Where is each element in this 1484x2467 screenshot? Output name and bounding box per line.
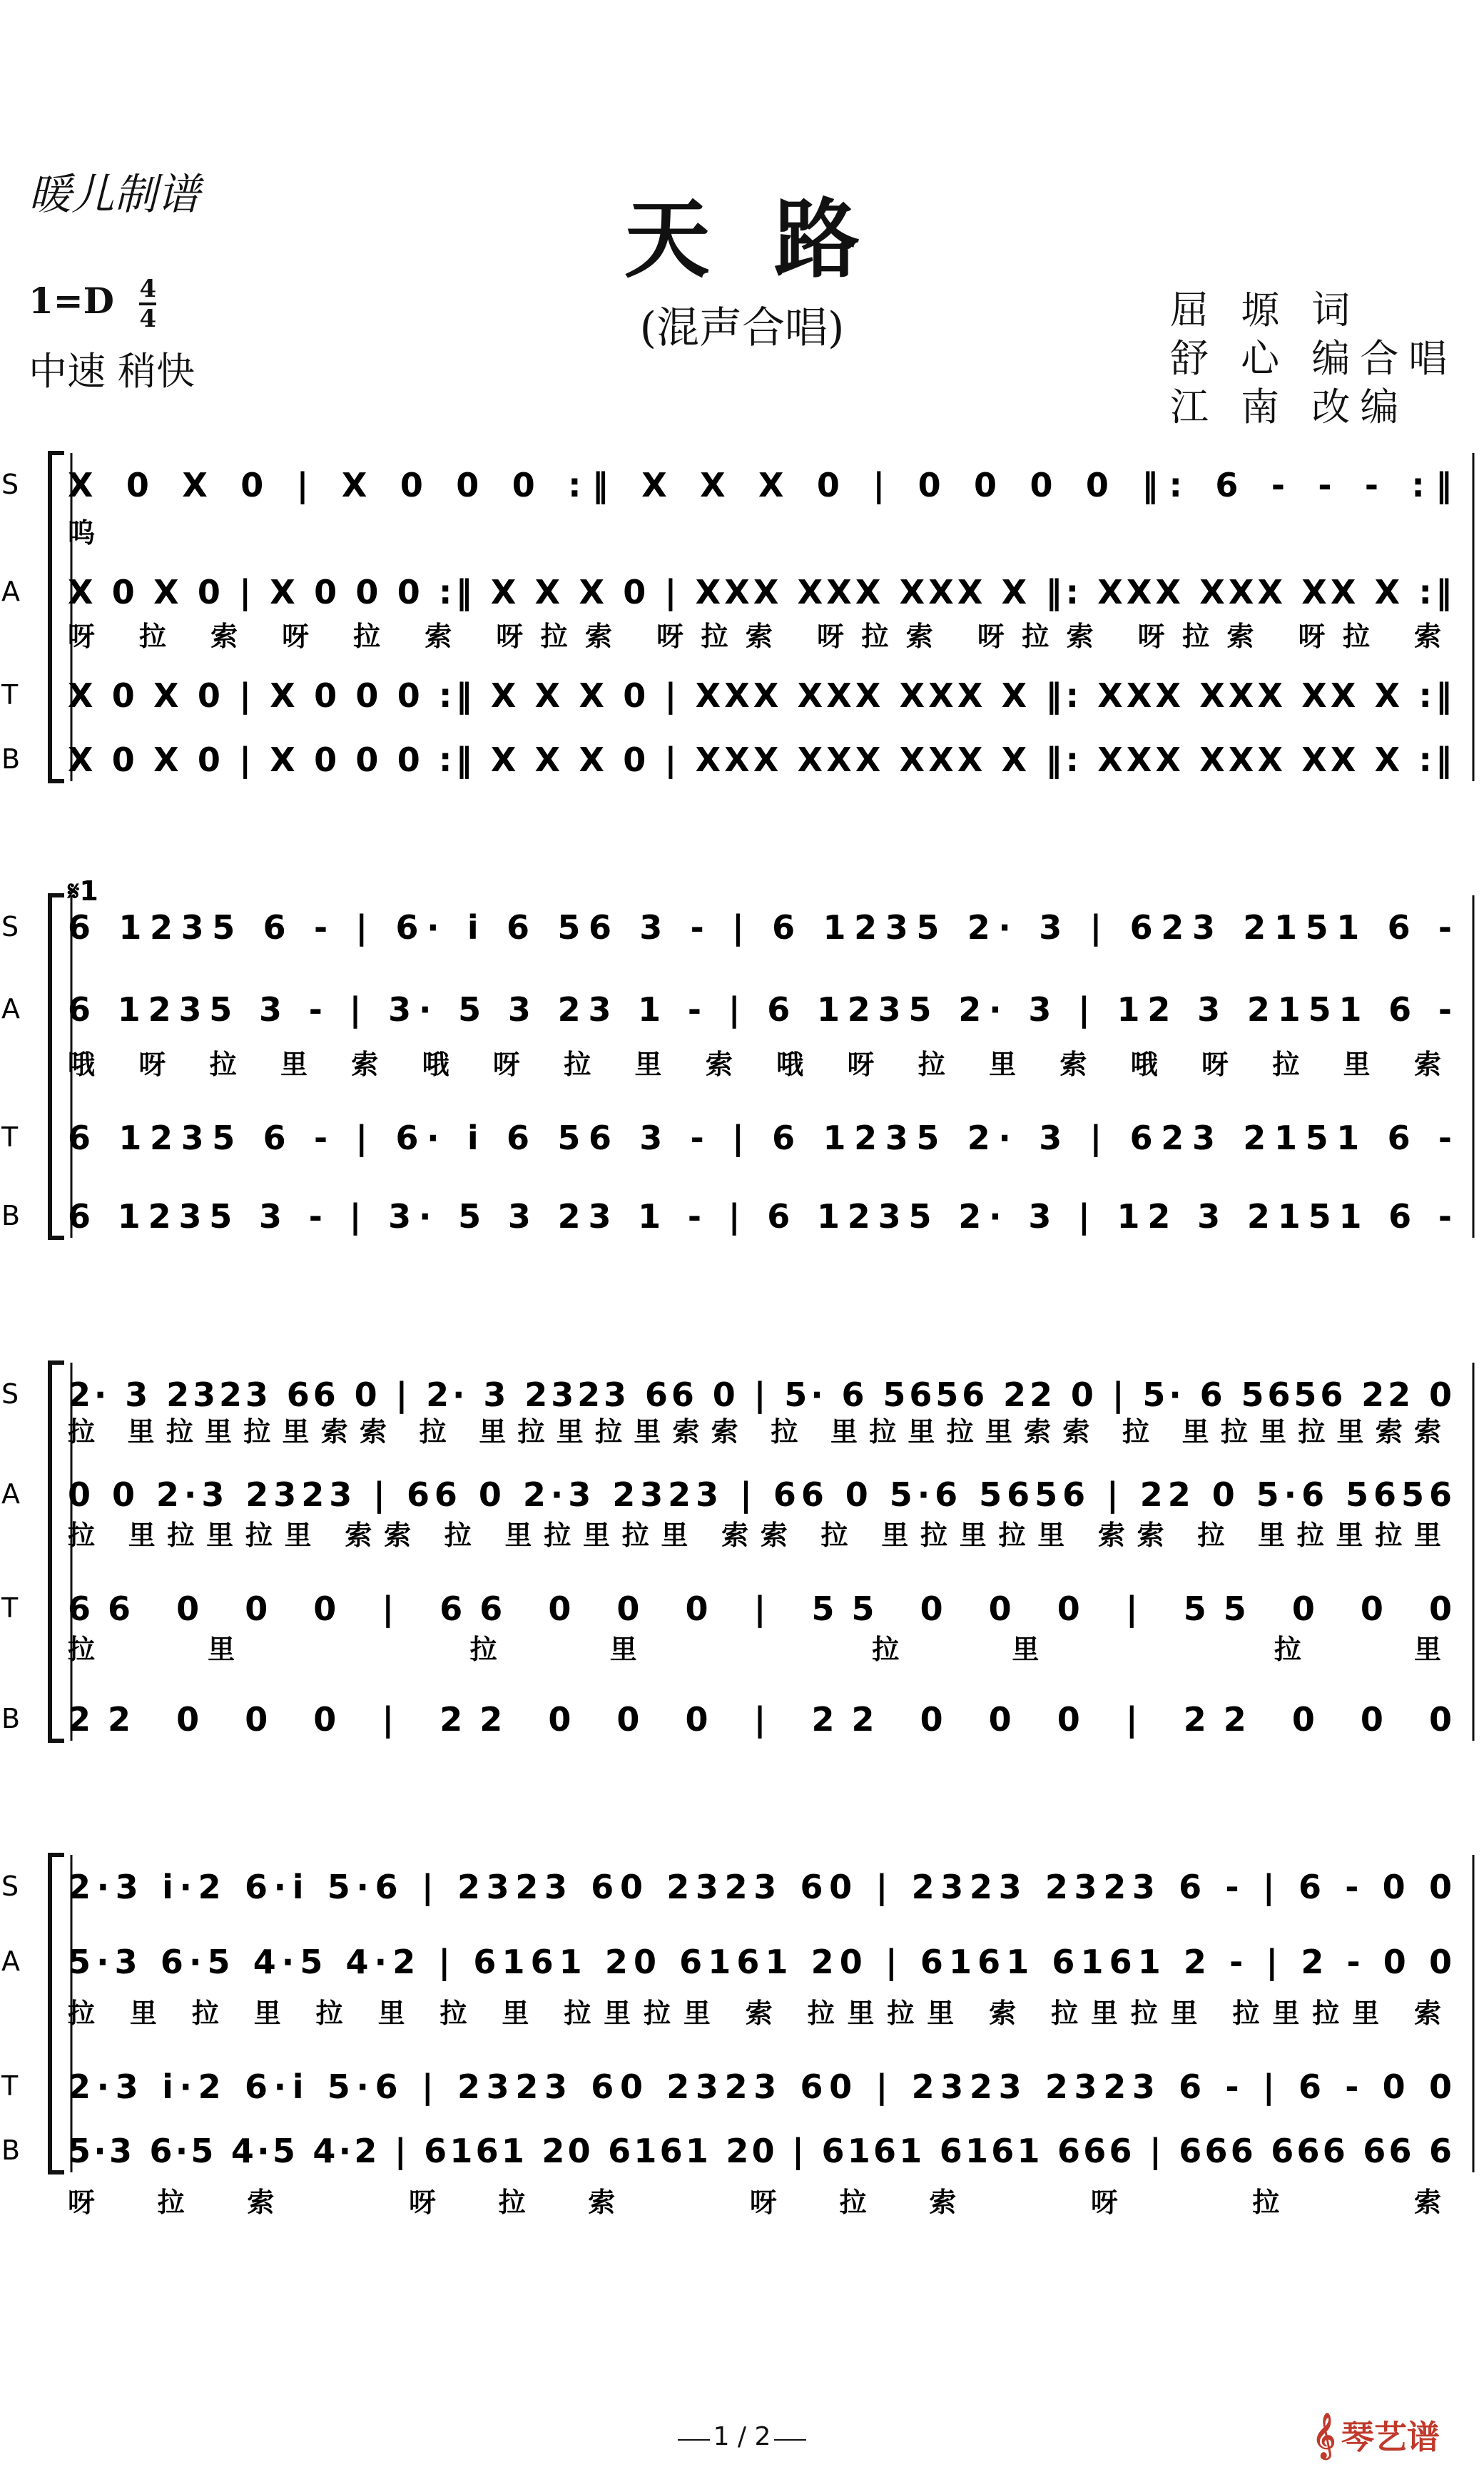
- tempo-marking: 中速 稍快: [29, 349, 195, 394]
- lyrics-line-A: 拉 里 拉 里 拉 里 拉 里 拉里拉里 索 拉里拉里 索 拉里拉里 拉里拉里 索: [68, 1998, 1441, 2029]
- lyrics-line-S: 拉 里拉里拉里索索 拉 里拉里拉里索索 拉 里拉里拉里索索 拉 里拉里拉里索索: [68, 1416, 1441, 1448]
- lyrics-line-A: 哦 呀 拉 里 索 哦 呀 拉 里 索 哦 呀 拉 里 索 哦 呀 拉 里 索: [68, 1049, 1441, 1080]
- score-maker: 暖儿制谱: [29, 170, 200, 220]
- voice-label-S: S: [1, 911, 19, 942]
- lyrics-line-B: 呀拉索 呀拉索 呀拉索 呀 拉 索: [68, 2187, 1441, 2218]
- voice-label-S: S: [1, 469, 19, 500]
- credit-lyricist: 屈 塬 词: [1170, 288, 1361, 332]
- notes-row-A: X 0 X 0 | X 0 0 0 :‖ X X X 0 | XXX XXX XXX X ‖: XXX XXX XX X :‖: [68, 573, 1452, 611]
- song-title: 天路: [624, 189, 924, 290]
- notes-row-S: 2·3 i·2 6·i 5·6 | 2323 60 2323 60 | 2323 2323 6 - | 6 - 0 0: [68, 1868, 1452, 1906]
- notes-row-S: X 0 X 0 | X 0 0 0 :‖ X X X 0 | 0 0 0 0 ‖: 6 - - - :‖: [68, 466, 1452, 504]
- notes-row-B: X 0 X 0 | X 0 0 0 :‖ X X X 0 | XXX XXX XXX X ‖: XXX XXX XX X :‖: [68, 741, 1452, 779]
- notes-row-B: 6 1235 3 - | 3· 5 3 23 1 - | 6 1235 2· 3 | 12 3 2151 6 -: [68, 1197, 1453, 1236]
- song-subtitle: (混声合唱): [639, 303, 845, 353]
- page-number-text: 1 / 2: [713, 2422, 771, 2451]
- lyrics-line-T: 拉里 拉里 拉里 拉里: [68, 1634, 1441, 1665]
- lyrics-line-A: 拉 里拉里拉里 索索 拉 里拉里拉里 索索 拉 里拉里拉里 索索 拉 里拉里拉里: [68, 1520, 1442, 1551]
- voice-label-B: B: [1, 743, 21, 775]
- voice-label-T: T: [1, 679, 19, 711]
- score-layer: [1, 453, 1473, 2440]
- lyrics-line-A: 呀 拉 索 呀 拉 索 呀拉索 呀拉索 呀拉索 呀拉索 呀拉索 呀拉 索: [68, 621, 1442, 652]
- voice-label-T: T: [1, 1592, 19, 1624]
- notes-row-B: 5·3 6·5 4·5 4·2 | 6161 20 6161 20 | 6161 6161 666 | 666 666 66 6: [68, 2132, 1453, 2170]
- voice-label-A: A: [1, 993, 20, 1024]
- voice-label-S: S: [1, 1378, 19, 1410]
- voice-label-B: B: [1, 2135, 21, 2166]
- notes-row-T: 6 1235 6 - | 6· i 6 56 3 - | 6 1235 2· 3 | 623 2151 6 -: [68, 1119, 1452, 1157]
- voice-label-B: B: [1, 1703, 21, 1734]
- voice-label-T: T: [1, 2070, 19, 2102]
- time-bottom: 4: [139, 305, 157, 333]
- segno-mark: 𝄋1: [68, 875, 98, 907]
- site-logo: [1313, 2411, 1440, 2458]
- time-top: 4: [139, 275, 157, 303]
- credit-arranger: 舒 心 编合唱: [1170, 336, 1458, 381]
- notes-row-A: 6 1235 3 - | 3· 5 3 23 1 - | 6 1235 2· 3 | 12 3 2151 6 -: [68, 990, 1453, 1029]
- notes-row-T: X 0 X 0 | X 0 0 0 :‖ X X X 0 | XXX XXX XXX X ‖: XXX XXX XX X :‖: [68, 676, 1452, 715]
- logo-text: 琴艺谱: [1341, 2418, 1440, 2456]
- notes-row-A: 0 0 2·3 2323 | 66 0 2·3 2323 | 66 0 5·6 5656 | 22 0 5·6 5656: [68, 1475, 1452, 1514]
- notes-row-T: 2·3 i·2 6·i 5·6 | 2323 60 2323 60 | 2323 2323 6 - | 6 - 0 0: [68, 2067, 1452, 2106]
- notes-row-S: 2· 3 2323 66 0 | 2· 3 2323 66 0 | 5· 6 5656 22 0 | 5· 6 5656 22 0: [68, 1375, 1452, 1414]
- logo-icon: 𝄞: [1313, 2413, 1336, 2458]
- system-bracket: [50, 1855, 64, 2172]
- lyrics-line-S: 呜: [68, 517, 96, 549]
- notes-row-T: 66 0 0 0 | 66 0 0 0 | 55 0 0 0 | 55 0 0 0: [68, 1589, 1453, 1628]
- voice-label-B: B: [1, 1200, 21, 1231]
- voice-label-S: S: [1, 1871, 19, 1902]
- notes-row-A: 5·3 6·5 4·5 4·2 | 6161 20 6161 20 | 6161 6161 2 - | 2 - 0 0: [68, 1943, 1453, 1981]
- voice-label-A: A: [1, 1478, 20, 1510]
- credit-adapter: 江 南 改编: [1170, 385, 1409, 429]
- system-bracket: [50, 453, 64, 781]
- page-number: [0, 2422, 1484, 2451]
- key-label: 1=D: [29, 280, 115, 322]
- voice-label-A: A: [1, 1945, 20, 1977]
- notes-row-B: 22 0 0 0 | 22 0 0 0 | 22 0 0 0 | 22 0 0 0: [68, 1700, 1453, 1739]
- voice-label-T: T: [1, 1121, 19, 1153]
- system-bracket: [50, 1363, 64, 1741]
- voice-label-A: A: [1, 576, 20, 607]
- notes-row-S: 6 1235 6 - | 6· i 6 56 3 - | 6 1235 2· 3 | 623 2151 6 -: [68, 908, 1452, 947]
- system-bracket: [50, 895, 64, 1238]
